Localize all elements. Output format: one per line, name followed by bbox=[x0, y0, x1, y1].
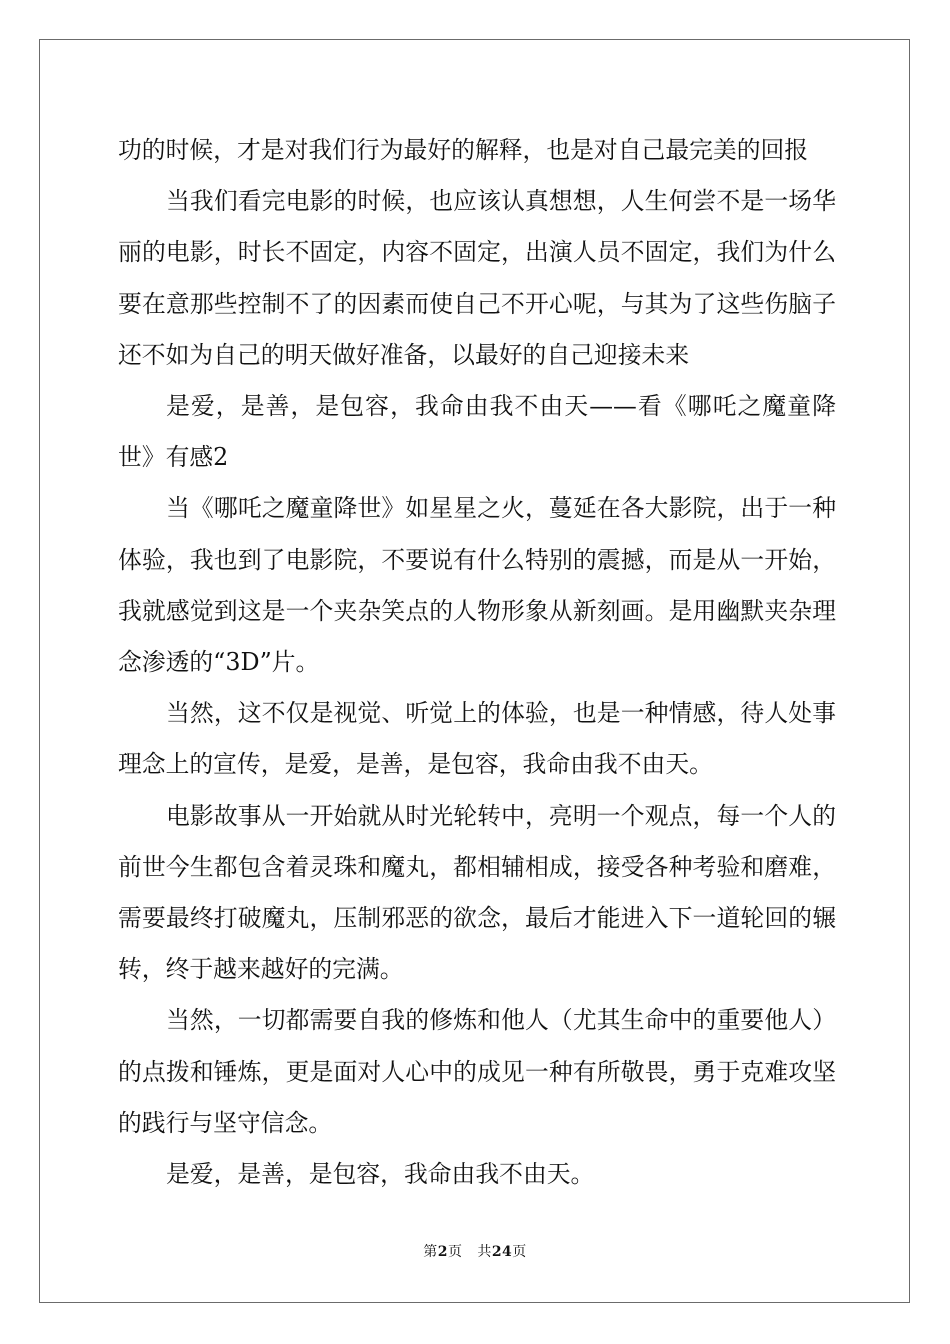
page-footer bbox=[0, 1241, 950, 1261]
paragraph-1: 功的时候，才是对我们行为最好的解释，也是对自己最完美的回报 bbox=[118, 136, 809, 164]
paragraph-4: 当《哪吒之魔童降世》如星星之火，蔓延在各大影院，出于一种体验，我也到了电影院，不要说有什么特别的震撼，而是从一开始，我就感觉到这是一个夹杂笑点的人物形象从新刻画。是用幽默夹杂理念渗透的“3D”片。 bbox=[118, 494, 836, 677]
paragraph-7: 当然，一切都需要自我的修炼和他人（尤其生命中的重要他人）的点拨和锤炼，更是面对人心中的成见一种有所敬畏，勇于克难攻坚的践行与坚守信念。 bbox=[118, 1006, 836, 1137]
document-body bbox=[118, 125, 836, 1200]
paragraph-6: 电影故事从一开始就从时光轮转中，亮明一个观点，每一个人的前世今生都包含着灵珠和魔丸，都相辅相成，接受各种考验和磨难，需要最终打破魔丸，压制邪恶的欲念，最后才能进入下一道轮回的辗转，终于越来越好的完满。 bbox=[118, 801, 836, 984]
paragraph-5: 当然，这不仅是视觉、听觉上的体验，也是一种情感，待人处事理念上的宣传，是爱，是善，是包容，我命由我不由天。 bbox=[118, 699, 836, 779]
page-suffix: 页 bbox=[447, 1244, 463, 1260]
total-prefix: 共 bbox=[477, 1244, 492, 1260]
total-pages-number: 24 bbox=[491, 1244, 513, 1260]
page-prefix: 第 bbox=[423, 1244, 438, 1260]
paragraph-8: 是爱，是善，是包容，我命由我不由天。 bbox=[166, 1160, 595, 1189]
paragraph-3-heading: 是爱，是善，是包容，我命由我不由天——看《哪吒之魔童降世》有感2 bbox=[118, 392, 836, 472]
total-suffix: 页 bbox=[512, 1244, 527, 1260]
current-page-number: 2 bbox=[437, 1244, 448, 1260]
paragraph-2: 当我们看完电影的时候，也应该认真想想，人生何尝不是一场华丽的电影，时长不固定，内容不固定，出演人员不固定，我们为什么要在意那些控制不了的因素而使自己不开心呢，与其为了这些伤脑子还不如为自己的明天做好准备，以最好的自己迎接未来 bbox=[118, 187, 836, 369]
